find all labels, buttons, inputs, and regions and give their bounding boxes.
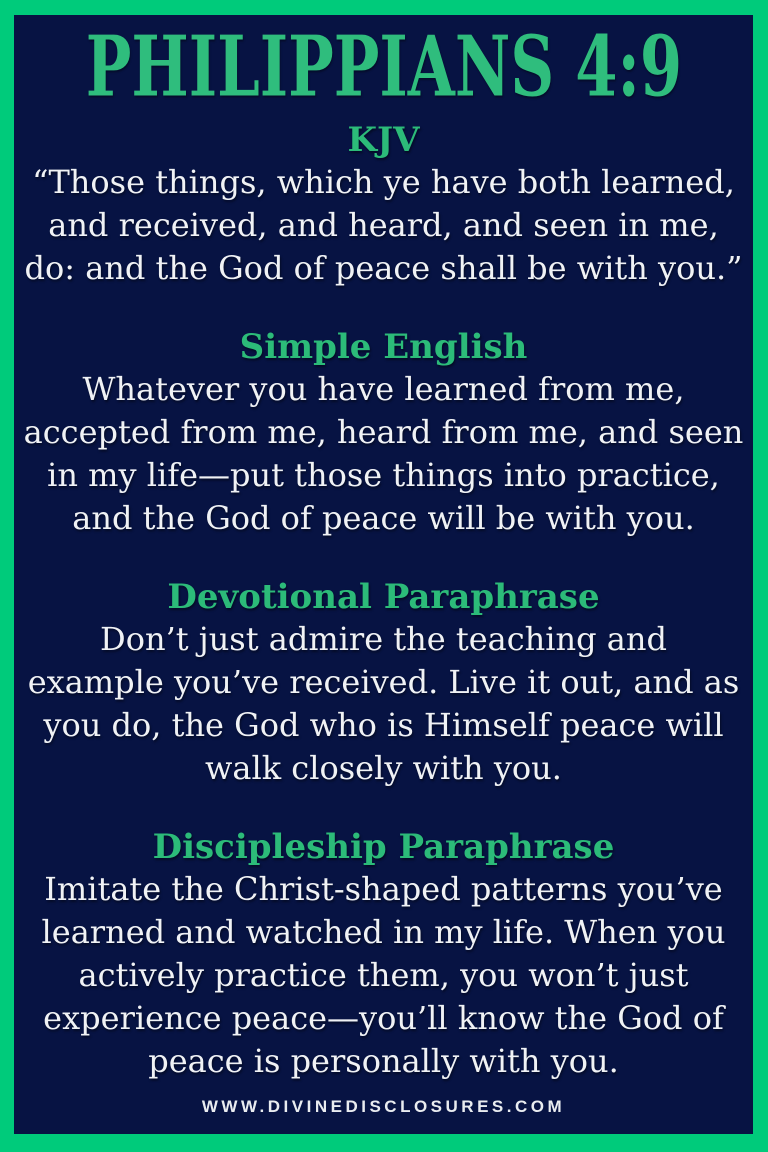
verse-line: and the God of peace will be with you. xyxy=(72,499,695,538)
verse-line: actively practice them, you won’t just xyxy=(78,956,689,995)
page-title: PHILIPPIANS 4:9 xyxy=(85,17,682,116)
verse-line: example you’ve received. Live it out, and as xyxy=(27,663,740,702)
verse-line: you do, the God who is Himself peace will xyxy=(43,706,724,745)
verse-line: learned and watched in my life. When you xyxy=(41,913,726,952)
section-kjv xyxy=(24,119,742,290)
verse-line: walk closely with you. xyxy=(205,749,562,788)
website-url: WWW.DIVINEDISCLOSURES.COM xyxy=(201,1097,566,1116)
verse-line: experience peace—you’ll know the God of xyxy=(43,999,724,1038)
section-discipleship-paraphrase xyxy=(42,826,726,1083)
section-simple-english xyxy=(24,326,744,540)
verse-line: Imitate the Christ-shaped patterns you’ve xyxy=(44,870,723,909)
section-heading-devotional: Devotional Paraphrase xyxy=(167,577,600,618)
verse-line: and received, and heard, and seen in me, xyxy=(48,206,719,245)
verse-card xyxy=(14,15,753,1134)
verse-line: Whatever you have learned from me, xyxy=(82,370,685,409)
verse-line: “Those things, which ye have both learned, xyxy=(32,163,735,202)
verse-line: peace is personally with you. xyxy=(148,1042,619,1081)
section-heading-kjv: KJV xyxy=(347,120,420,161)
section-heading-discipleship: Discipleship Paraphrase xyxy=(152,827,615,868)
section-heading-simple-english: Simple English xyxy=(239,327,528,368)
verse-line: do: and the God of peace shall be with you.” xyxy=(24,249,743,288)
verse-line: accepted from me, heard from me, and seen xyxy=(23,413,744,452)
verse-line: in my life—put those things into practice, xyxy=(47,456,720,495)
verse-line: Don’t just admire the teaching and xyxy=(100,620,667,659)
section-devotional-paraphrase xyxy=(28,576,740,790)
